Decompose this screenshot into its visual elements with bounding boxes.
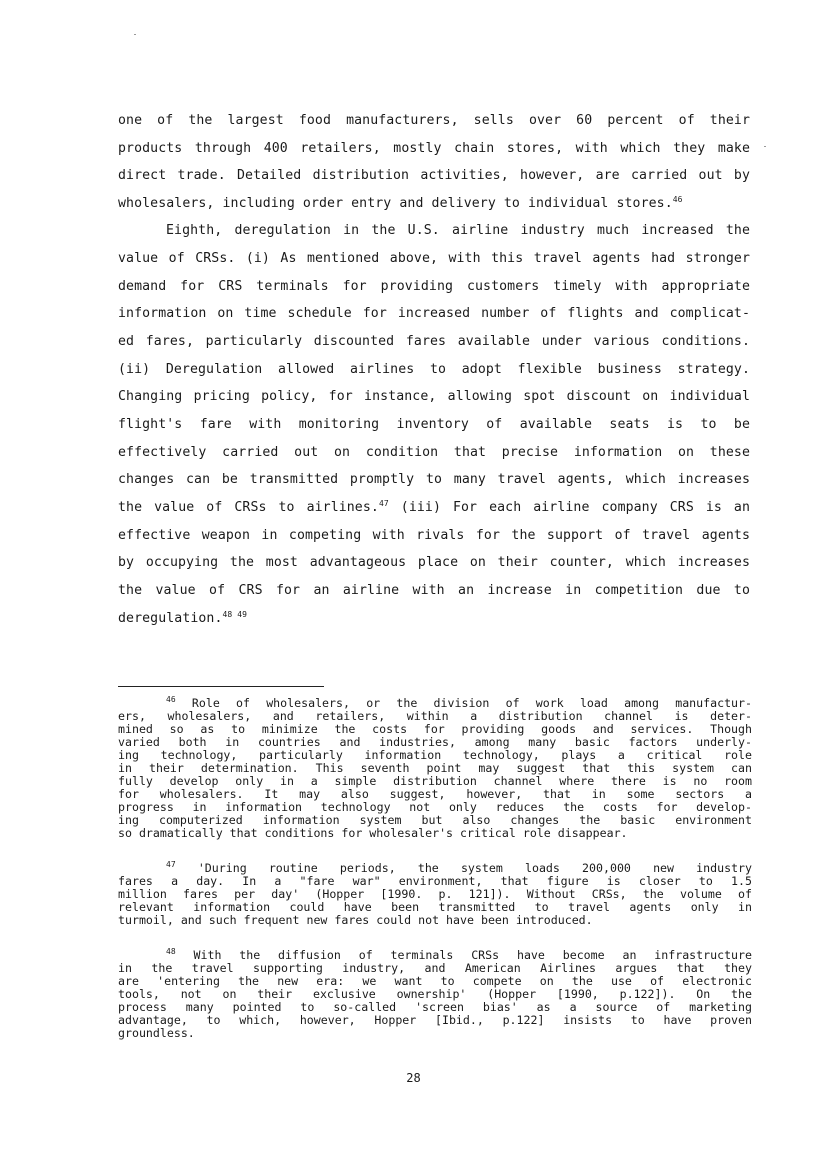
footnote-line: $^{46}$ Role of wholesalers, or the division of work load among manufactur- (166, 695, 752, 710)
footnote-ref: 47 (378, 499, 389, 508)
footnote-line: million fares per day' (Hopper [1990. p. 121]). Without CRSs, the volume of (118, 887, 752, 901)
body-line: (ii) Deregulation allowed airlines to adopt flexible business strategy. (118, 362, 750, 377)
footnote-mark: 47 (166, 860, 176, 869)
footnote-line: process many pointed to so-called 'screen bias' as a source of marketing (118, 1000, 752, 1014)
footnote-line: ers, wholesalers, and retailers, within a distribution channel is deter- (118, 709, 752, 723)
footnote-line: progress in information technology not only reduces the costs for develop- (118, 800, 752, 814)
footnote-line: fully develop only in a simple distribution channel where there is no room (118, 774, 752, 788)
footnote-line: for wholesalers. It may also suggest, however, that in some sectors a (118, 787, 752, 801)
footnote-line: are 'entering the new era: we want to compete on the use of electronic (118, 974, 752, 988)
scan-speck (134, 34, 136, 35)
body-line: by occupying the most advantageous place on their counter, which increases (118, 555, 750, 570)
body-line: Changing pricing policy, for instance, allowing spot discount on individual (118, 389, 750, 404)
footnote-mark: 48 (166, 947, 176, 956)
body-line: direct trade. Detailed distribution activities, however, are carried out by (118, 168, 750, 183)
body-line: products through 400 retailers, mostly chain stores, with which they make (118, 141, 750, 156)
footnote-line: varied both in countries and industries, among many basic factors underly- (118, 735, 752, 749)
footnote-line: advantage, to which, however, Hopper [Ibid., p.122] insists to have proven (118, 1013, 752, 1027)
body-line: flight's fare with monitoring inventory of available seats is to be (118, 417, 750, 432)
body-line: demand for CRS terminals for providing customers timely with appropriate (118, 279, 750, 294)
body-line: ed fares, particularly discounted fares available under various conditions. (118, 334, 750, 349)
footnote-line: tools, not on their exclusive ownership' (Hopper [1990, p.122]). On the (118, 987, 752, 1001)
footnote-line: mined so as to minimize the costs for providing goods and services. Though (118, 722, 752, 736)
body-line: Eighth, deregulation in the U.S. airline industry much increased the (166, 223, 750, 238)
body-line: information on time schedule for increased number of flights and complicat- (118, 306, 750, 321)
footnote-line: in their determination. This seventh point may suggest that this system can (118, 761, 752, 775)
body-line: the value of CRS for an airline with an increase in competition due to (118, 583, 750, 598)
footnote-line: fares a day. In a "fare war" environment, that figure is closer to 1.5 (118, 874, 752, 888)
body-line: value of CRSs. (i) As mentioned above, with this travel agents had stronger (118, 251, 750, 266)
footnote-divider (118, 686, 324, 687)
footnote-line: $^{48}$ With the diffusion of terminals CRSs have become an infrastructure (166, 947, 753, 962)
body-line: effective weapon in competing with rivals for the support of travel agents (118, 528, 750, 543)
footnote-line: groundless. (118, 1026, 195, 1040)
body-line: wholesalers, including order entry and delivery to individual stores.$^{46}$ (118, 195, 683, 211)
body-line: deregulation.$^{48 49}$ (118, 610, 248, 626)
footnote-line: in the travel supporting industry, and American Airlines argues that they (118, 961, 752, 975)
footnote-line: ing computerized information system but also changes the basic environment (118, 813, 752, 827)
footnote-line: so dramatically that conditions for wholesaler's critical role disappear. (118, 826, 628, 840)
body-line: the value of CRSs to airlines.$^{47}$ (iii) For each airline company CRS is an (118, 499, 751, 515)
footnote-mark: 46 (166, 695, 176, 704)
footnote-ref: 48 49 (222, 610, 248, 619)
body-line: effectively carried out on condition that precise information on these (118, 445, 750, 460)
page-number: 28 (406, 1071, 421, 1085)
footnote-line: turmoil, and such frequent new fares could not have been introduced. (118, 913, 593, 927)
scan-speck (764, 146, 766, 147)
footnote-line: ing technology, particularly information technology, plays a critical role (118, 748, 752, 762)
footnote-line: $^{47}$ 'During routine periods, the system loads 200,000 new industry (166, 860, 753, 875)
footnote-ref: 46 (672, 195, 683, 204)
footnote-line: relevant information could have been transmitted to travel agents only in (118, 900, 752, 914)
body-line: changes can be transmitted promptly to many travel agents, which increases (118, 472, 750, 487)
body-line: one of the largest food manufacturers, sells over 60 percent of their (118, 113, 750, 128)
